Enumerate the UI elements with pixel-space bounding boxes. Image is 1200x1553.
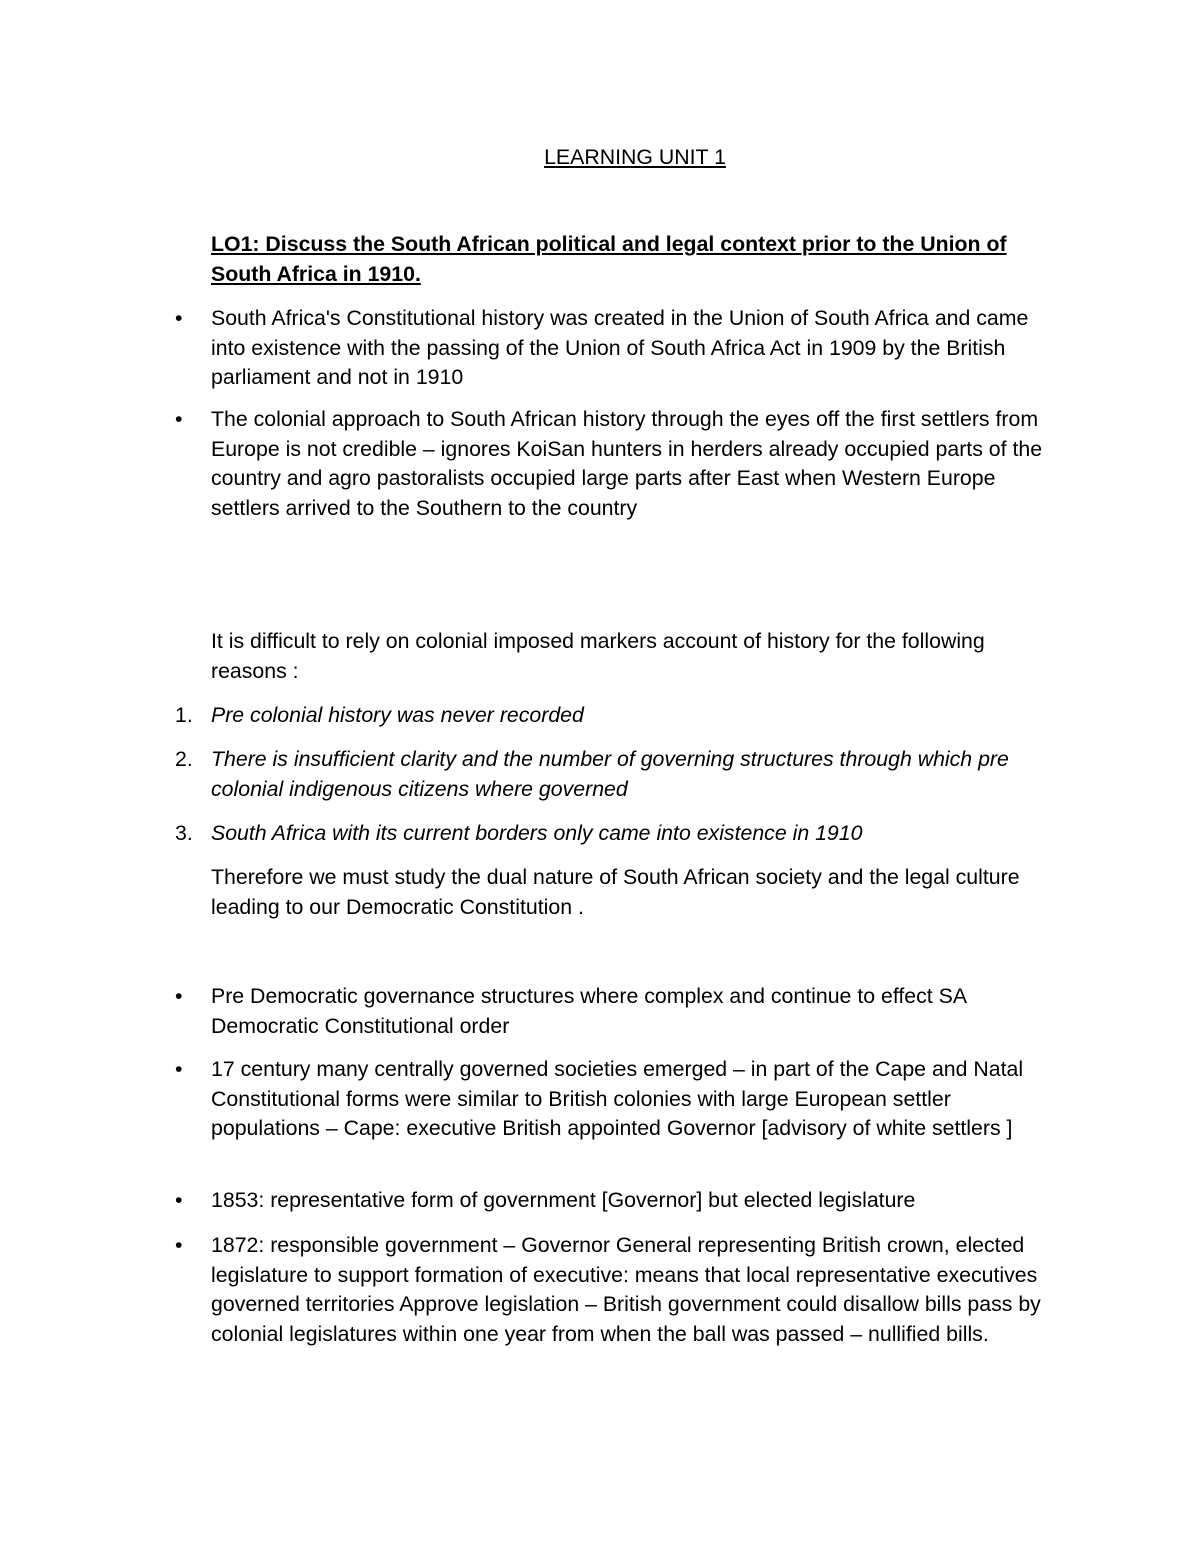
bullet-text: 17 century many centrally governed societies emerged – in part of the Cape and Natal Constitutional forms were similar to British colonies with large European settler populations – Cape: executive British appointed Governor [advisory of white settlers ] [211,1057,1024,1140]
bullet-text: The colonial approach to South African history through the eyes off the first settlers from Europe is not credible – ignores KoiSan hunters in herders already occupied parts of the country and agro pastoralists occupied large parts after East when Western Europe settlers arrived to the Southern to the country [211,407,1043,520]
bullet-item [175,1186,1061,1216]
numbered-item [175,819,1061,849]
bullet-marker: • [175,407,183,431]
item-text: Pre colonial history was never recorded [211,703,584,727]
bullet-marker: • [175,1057,183,1081]
bullet-item [175,405,1061,523]
item-number: 2. [175,747,193,771]
bullet-text: 1853: representative form of government [Governor] but elected legislature [211,1188,916,1212]
bullet-marker: • [175,306,183,330]
item-number: 3. [175,821,193,845]
bullet-item [175,304,1061,393]
item-text: There is insufficient clarity and the number of governing structures through which pre colonial indigenous citizens where governed [211,747,1009,801]
numbered-item [175,701,1061,731]
page-title: LEARNING UNIT 1 [544,145,726,169]
numbered-item [175,745,1061,804]
bullet-marker: • [175,1233,183,1257]
learning-objective-heading: LO1: Discuss the South African political and legal context prior to the Union of South Africa in 1910. [211,232,1007,286]
bullet-item [175,1055,1061,1144]
item-number: 1. [175,703,193,727]
bullet-marker: • [175,984,183,1008]
bullet-item [175,982,1061,1041]
bullet-marker: • [175,1188,183,1212]
bullet-text: 1872: responsible government – Governor General representing British crown, elected legislature to support formation of executive: means that local representative executives governed territories Approve legislation – British government could disallow bills pass by colonial legislatures within one year from when the ball was passed – nullified bills. [211,1233,1041,1346]
bullet-text: South Africa's Constitutional history was created in the Union of South Africa and came into existence with the passing of the Union of South Africa Act in 1909 by the British parliament and not in 1910 [211,306,1029,389]
bullet-item [175,1231,1061,1349]
intro-paragraph: It is difficult to rely on colonial imposed markers account of history for the following reasons : [211,629,985,683]
item-text: South Africa with its current borders only came into existence in 1910 [211,821,863,845]
bullet-text: Pre Democratic governance structures where complex and continue to effect SA Democratic Constitutional order [211,984,966,1038]
conclusion-paragraph: Therefore we must study the dual nature of South African society and the legal culture leading to our Democratic Constitution . [211,865,1020,919]
